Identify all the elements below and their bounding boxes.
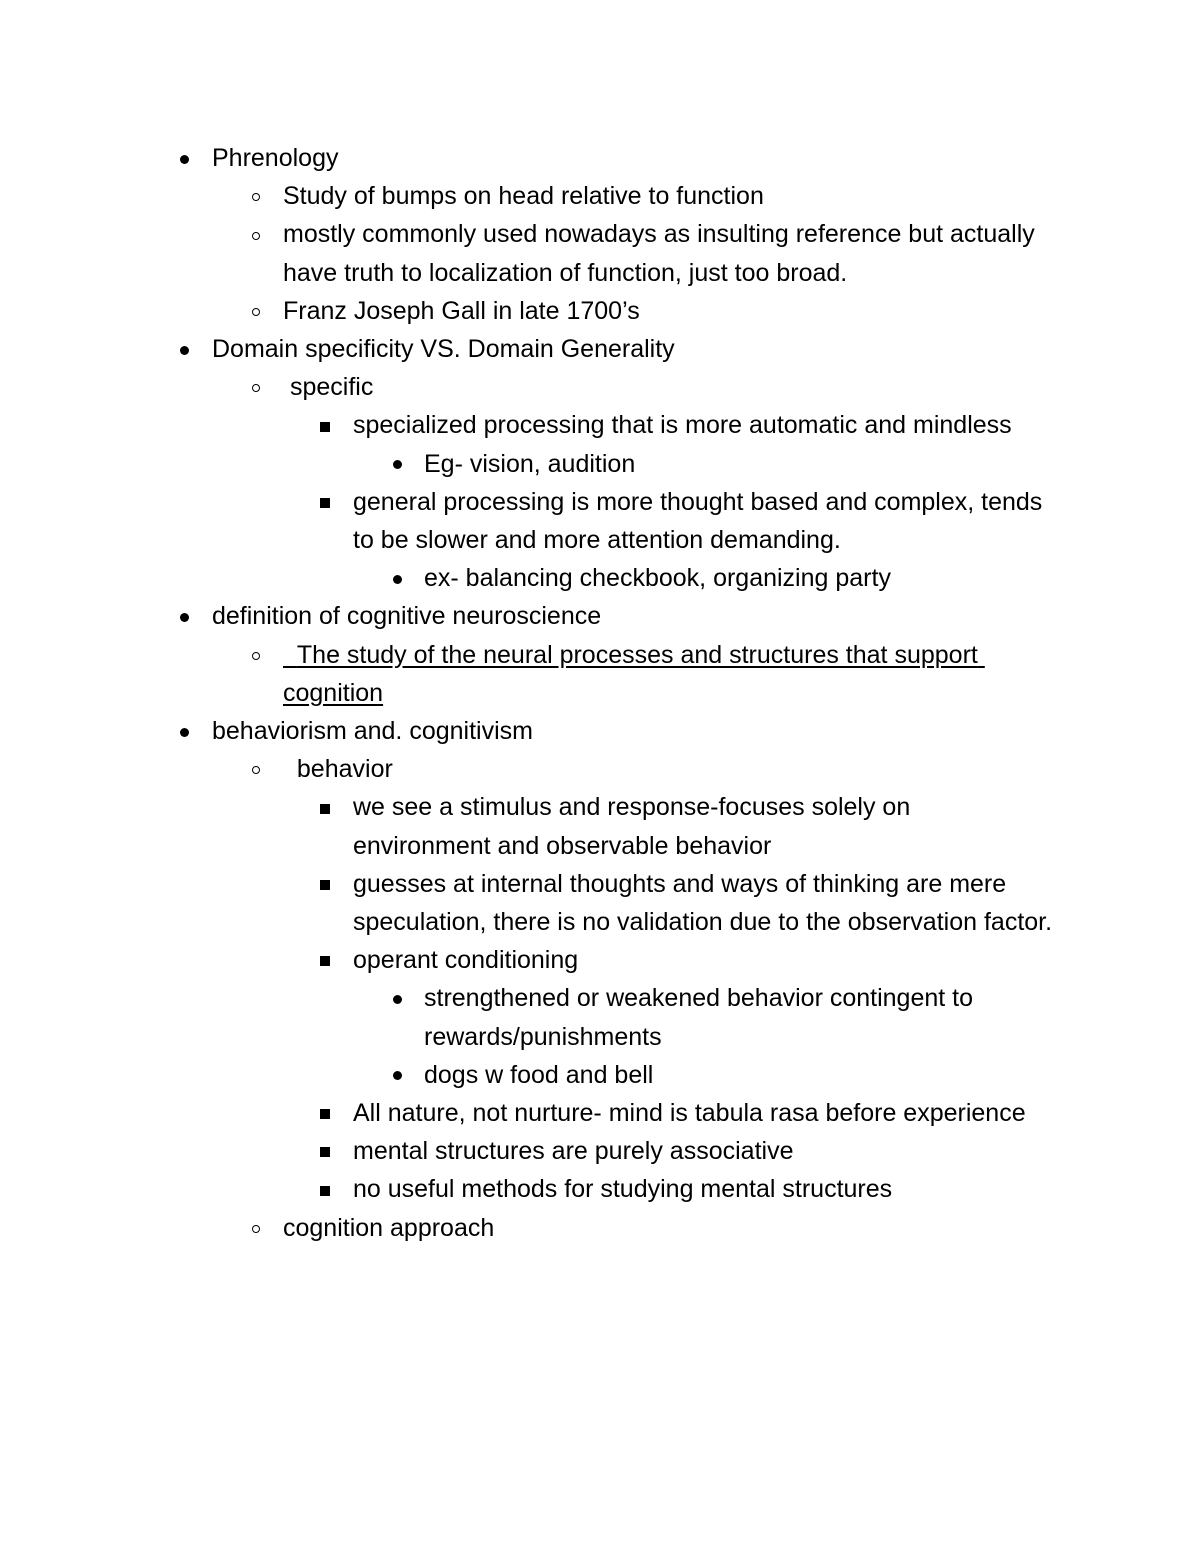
outline-item-text: mental structures are purely associative [353, 1137, 794, 1166]
filled-circle-bullet-icon [174, 597, 194, 635]
square-bullet-icon [315, 865, 335, 903]
outline-item-text: we see a stimulus and response-focuses solely on environment and observable behavior [353, 793, 918, 860]
outline-item-text: strengthened or weakened behavior contingent to rewards/punishments [424, 984, 980, 1051]
hollow-circle-bullet-icon [246, 636, 266, 674]
outline-item [0, 177, 1200, 215]
outline-item [0, 1170, 1200, 1208]
outline-item-text: no useful methods for studying mental structures [353, 1175, 893, 1204]
outline-item [0, 1056, 1200, 1094]
outline-item [0, 406, 1200, 444]
outline-item-text: definition of cognitive neuroscience [212, 602, 602, 631]
outline-item [0, 330, 1200, 368]
outline-item-text: All nature, not nurture- mind is tabula rasa before experience [353, 1099, 1026, 1128]
filled-circle-bullet-icon [174, 330, 194, 368]
outline-item [0, 788, 1200, 864]
square-bullet-icon [315, 1094, 335, 1132]
outline-item-text: specialized processing that is more automatic and mindless [353, 411, 1012, 440]
hollow-circle-bullet-icon [246, 292, 266, 330]
filled-circle-bullet-icon [387, 1056, 407, 1094]
filled-circle-bullet-icon [174, 139, 194, 177]
outline-item [0, 292, 1200, 330]
outline-item-text: mostly commonly used nowadays as insulting reference but actually have truth to localization of function, just too broad. [283, 220, 1042, 287]
hollow-circle-bullet-icon [246, 215, 266, 253]
outline-item [0, 1132, 1200, 1170]
square-bullet-icon [315, 788, 335, 826]
outline-item-text: Domain specificity VS. Domain Generality [212, 335, 675, 364]
filled-circle-bullet-icon [387, 559, 407, 597]
bulleted-outline [0, 139, 1200, 1247]
square-bullet-icon [315, 1170, 335, 1208]
square-bullet-icon [315, 941, 335, 979]
square-bullet-icon [315, 483, 335, 521]
outline-item [0, 941, 1200, 979]
filled-circle-bullet-icon [387, 979, 407, 1017]
outline-item-text: operant conditioning [353, 946, 579, 975]
hollow-circle-bullet-icon [246, 1209, 266, 1247]
outline-item [0, 368, 1200, 406]
outline-item [0, 445, 1200, 483]
outline-item-text: general processing is more thought based and complex, tends to be slower and more attention demanding. [353, 487, 1050, 555]
filled-circle-bullet-icon [174, 712, 194, 750]
outline-item-text: behavior [283, 755, 393, 784]
hollow-circle-bullet-icon [246, 368, 266, 406]
outline-item [0, 865, 1200, 941]
outline-item-text: specific [283, 373, 374, 402]
outline-item [0, 750, 1200, 788]
outline-item-text: Franz Joseph Gall in late 1700’s [283, 296, 640, 325]
hollow-circle-bullet-icon [246, 177, 266, 215]
outline-item [0, 559, 1200, 597]
outline-item-text: guesses at internal thoughts and ways of thinking are mere speculation, there is no validation due to the observation factor. [353, 869, 1053, 937]
hollow-circle-bullet-icon [246, 750, 266, 788]
outline-item [0, 1209, 1200, 1247]
outline-item [0, 215, 1200, 291]
outline-item-text: ex- balancing checkbook, organizing party [424, 564, 891, 593]
outline-item-text: dogs w food and bell [424, 1060, 654, 1089]
outline-item-text: Study of bumps on head relative to function [283, 182, 764, 211]
outline-item-text: cognition approach [283, 1213, 495, 1242]
outline-item [0, 597, 1200, 635]
outline-item [0, 636, 1200, 712]
filled-circle-bullet-icon [387, 445, 407, 483]
outline-item [0, 139, 1200, 177]
outline-item-text: Phrenology [212, 144, 339, 172]
outline-item [0, 979, 1200, 1055]
outline-item-text: The study of the neural processes and structures that support cognition [283, 640, 985, 707]
outline-item-text: behaviorism and. cognitivism [212, 717, 533, 746]
outline-item [0, 1094, 1200, 1132]
outline-item [0, 483, 1200, 559]
square-bullet-icon [315, 406, 335, 444]
outline-item-text: Eg- vision, audition [424, 449, 636, 478]
outline-item [0, 712, 1200, 750]
square-bullet-icon [315, 1132, 335, 1170]
